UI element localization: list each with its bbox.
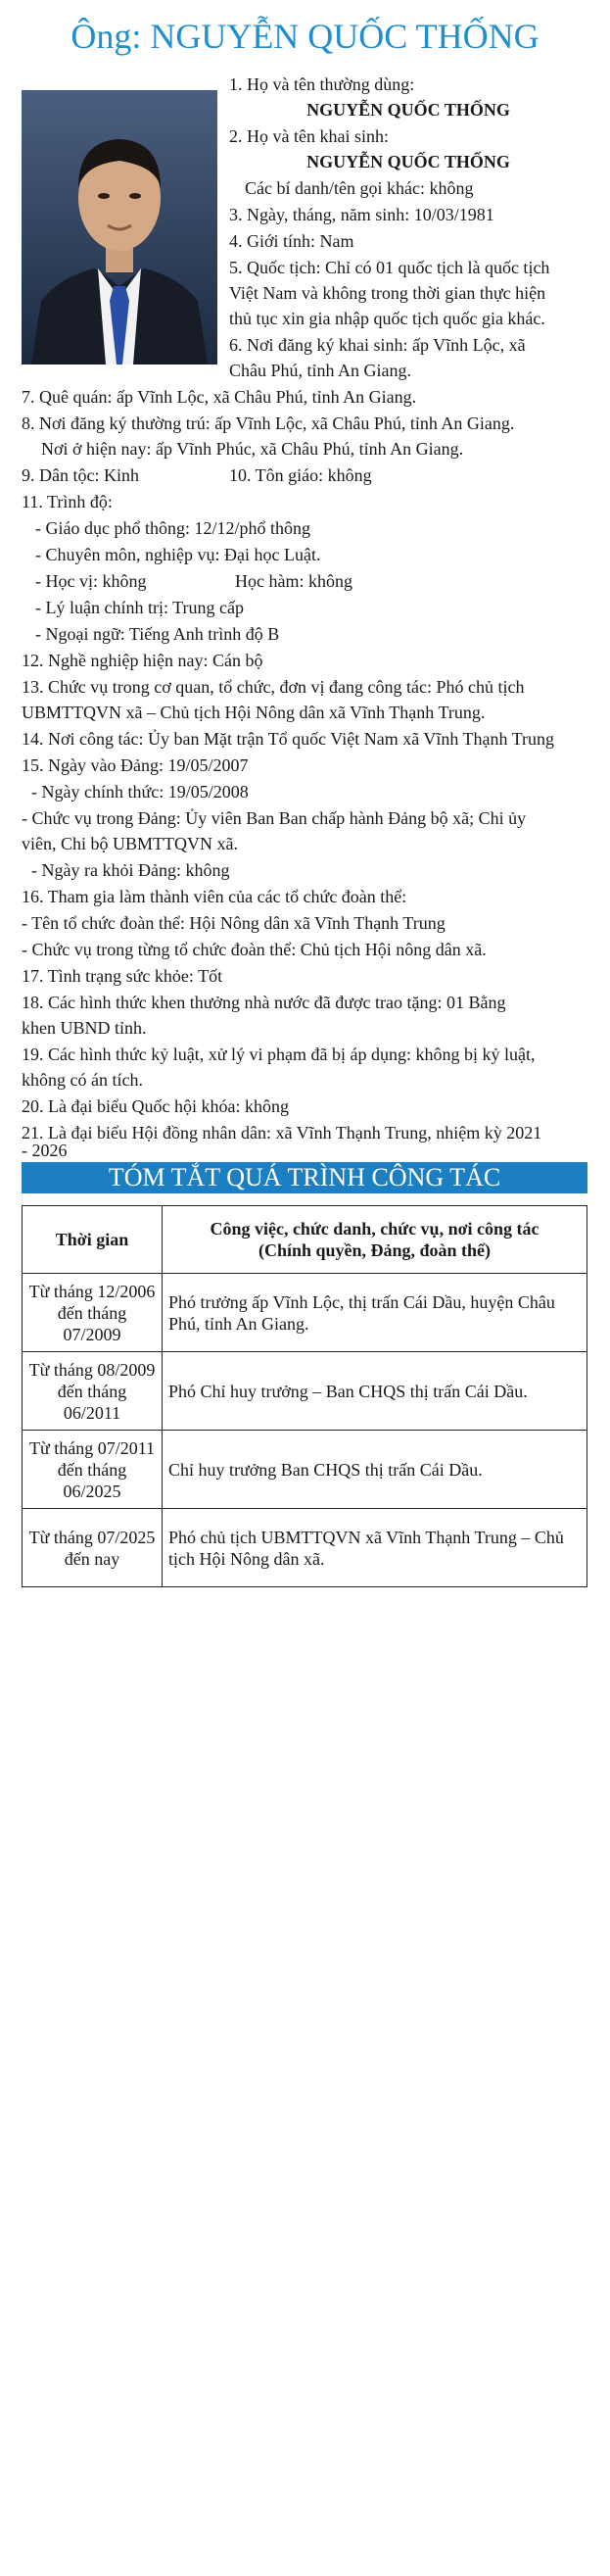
field-degree: - Học vị: không [35,571,147,591]
cell-time: Từ tháng 12/2006 đến tháng 07/2009 [23,1274,163,1352]
field-nationality-line1: 5. Quốc tịch: Chỉ có 01 quốc tịch là quốc tịch [229,258,550,277]
field-birth-name-label: 2. Họ và tên khai sinh: [229,126,389,146]
field-ethnicity: 9. Dân tộc: Kinh [22,465,139,485]
field-academic-title: Học hàm: không [235,571,352,591]
table-row [23,1431,587,1509]
field-birth-registration-line1: 6. Nơi đăng ký khai sinh: ấp Vĩnh Lộc, xã [229,335,526,355]
portrait-icon [22,90,217,365]
field-organizations-heading: 16. Tham gia làm thành viên của các tổ chức đoàn thể: [22,887,407,906]
field-party-leave-date: - Ngày ra khỏi Đảng: không [31,860,230,880]
field-party-position-line1: - Chức vụ trong Đảng: Ủy viên Ban Ban chấp hành Đảng bộ xã; Chi ủy [22,808,527,828]
field-current-residence: Nơi ở hiện nay: ấp Vĩnh Phúc, xã Châu Phú, tỉnh An Giang. [41,439,464,459]
table-row [23,1352,587,1431]
field-party-join-date: 15. Ngày vào Đảng: 19/05/2007 [22,755,249,775]
column-header-job-line1: Công việc, chức danh, chức vụ, nơi công tác [210,1219,540,1239]
field-birth-name-value: NGUYỄN QUỐC THỐNG [306,152,510,171]
page-title: Ông: NGUYỄN QUỐC THỐNG [70,17,540,56]
portrait-photo [22,90,217,365]
field-political-theory: - Lý luận chính trị: Trung cấp [35,598,244,617]
field-occupation: 12. Nghề nghiệp hiện nay: Cán bộ [22,651,263,670]
cell-time: Từ tháng 07/2011 đến tháng 06/2025 [23,1431,163,1509]
field-permanent-residence: 8. Nơi đăng ký thường trú: ấp Vĩnh Lộc, xã Châu Phú, tỉnh An Giang. [22,413,515,433]
field-party-official-date: - Ngày chính thức: 19/05/2008 [31,782,249,802]
field-party-position-line2: viên, Chi bộ UBMTTQVN xã. [22,834,238,853]
work-history-table [22,1205,587,1587]
field-general-education: - Giáo dục phổ thông: 12/12/phổ thông [35,518,310,538]
field-common-name-label: 1. Họ và tên thường dùng: [229,74,415,94]
field-health: 17. Tình trạng sức khỏe: Tốt [22,966,223,986]
field-hometown: 7. Quê quán: ấp Vĩnh Lộc, xã Châu Phú, tỉnh An Giang. [22,387,417,407]
table-header-row [23,1206,587,1274]
field-education-heading: 11. Trình độ: [22,492,113,511]
cell-time: Từ tháng 08/2009 đến tháng 06/2011 [23,1352,163,1431]
field-position-line1: 13. Chức vụ trong cơ quan, tổ chức, đơn vị đang công tác: Phó chủ tịch [22,677,525,697]
table-row [23,1274,587,1352]
cell-job: Phó Chỉ huy trưởng – Ban CHQS thị trấn Cái Dầu. [163,1352,587,1431]
field-awards-line1: 18. Các hình thức khen thưởng nhà nước đã được trao tặng: 01 Bằng [22,993,506,1012]
field-peoples-council-line2: - 2026 [22,1141,68,1160]
field-discipline-line1: 19. Các hình thức kỷ luật, xử lý vi phạm đã bị áp dụng: không bị kỷ luật, [22,1045,536,1064]
column-header-time: Thời gian [23,1206,163,1274]
field-position-line2: UBMTTQVN xã – Chủ tịch Hội Nông dân xã Vĩnh Thạnh Trung. [22,703,486,722]
field-gender: 4. Giới tính: Nam [229,231,354,251]
field-nationality-line2: Việt Nam và không trong thời gian thực hiện [229,283,546,303]
field-birth-registration-line2: Châu Phú, tỉnh An Giang. [229,361,412,380]
column-header-job-line2: (Chính quyền, Đảng, đoàn thể) [258,1240,492,1260]
field-foreign-language: - Ngoại ngữ: Tiếng Anh trình độ B [35,624,280,644]
field-awards-line2: khen UBND tỉnh. [22,1018,147,1038]
cell-job: Phó chủ tịch UBMTTQVN xã Vĩnh Thạnh Trung – Chủ tịch Hội Nông dân xã. [163,1509,587,1587]
field-peoples-council-line1: 21. Là đại biểu Hội đồng nhân dân: xã Vĩnh Thạnh Trung, nhiệm kỳ 2021 [22,1123,542,1142]
field-nationality-line3: thủ tục xin gia nhập quốc tịch quốc gia khác. [229,309,545,328]
field-national-assembly: 20. Là đại biểu Quốc hội khóa: không [22,1096,289,1116]
cell-job: Phó trưởng ấp Vĩnh Lộc, thị trấn Cái Dầu, huyện Châu Phú, tỉnh An Giang. [163,1274,587,1352]
field-organization-name: - Tên tổ chức đoàn thể: Hội Nông dân xã Vĩnh Thạnh Trung [22,913,446,933]
column-header-job [163,1206,587,1274]
field-specialization: - Chuyên môn, nghiệp vụ: Đại học Luật. [35,545,321,564]
field-religion: 10. Tôn giáo: không [229,465,372,485]
table-row [23,1509,587,1587]
cell-job: Chỉ huy trưởng Ban CHQS thị trấn Cái Dầu. [163,1431,587,1509]
field-aliases: Các bí danh/tên gọi khác: không [245,178,474,198]
work-history-banner: TÓM TẮT QUÁ TRÌNH CÔNG TÁC [22,1162,587,1193]
cell-time: Từ tháng 07/2025 đến nay [23,1509,163,1587]
field-birth-date: 3. Ngày, tháng, năm sinh: 10/03/1981 [229,205,494,224]
field-organization-role: - Chức vụ trong từng tổ chức đoàn thể: Chủ tịch Hội nông dân xã. [22,940,487,959]
field-discipline-line2: không có án tích. [22,1070,143,1090]
field-workplace: 14. Nơi công tác: Ủy ban Mặt trận Tổ quốc Việt Nam xã Vĩnh Thạnh Trung [22,729,555,749]
field-common-name-value: NGUYỄN QUỐC THỐNG [306,100,510,120]
